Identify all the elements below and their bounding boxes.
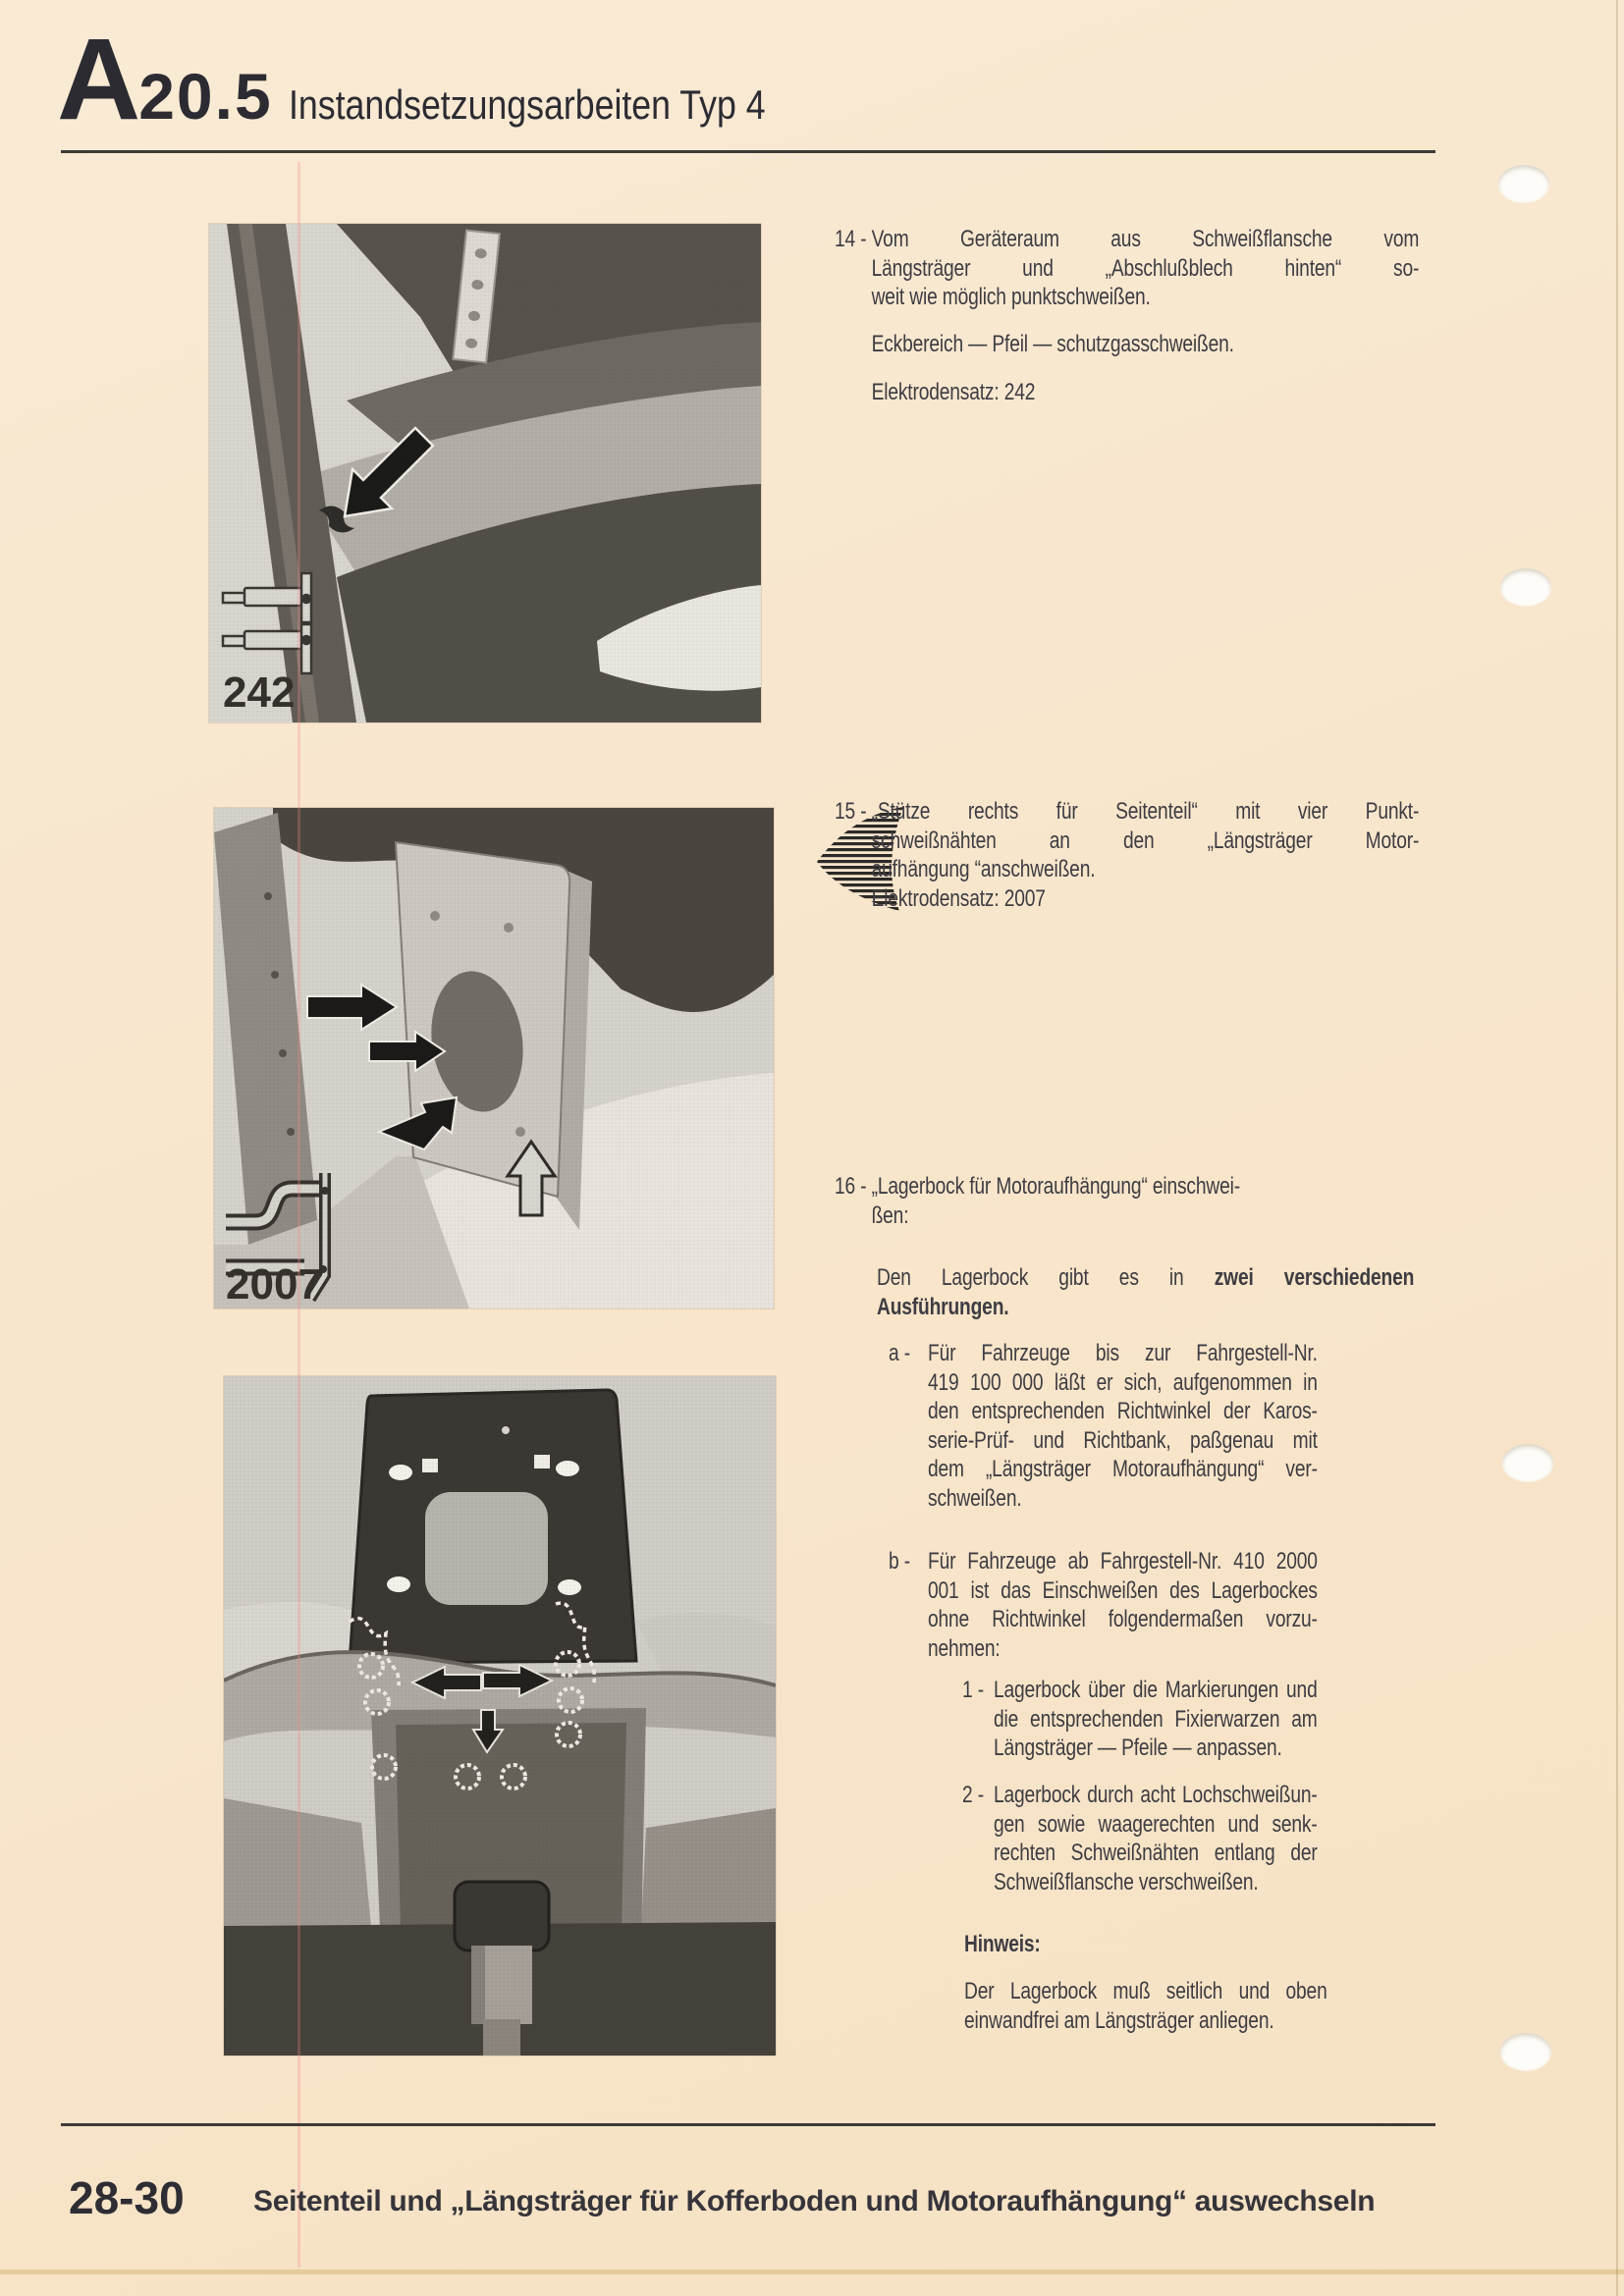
variant-label: b - [889, 1548, 910, 1575]
step-14-corner-note: Eckbereich — Pfeil — schutzgasschweißen. [871, 330, 1234, 357]
footer-title: Seitenteil und „Längsträger für Kofferboden und Motoraufhängung“ auswechseln [253, 2185, 1376, 2217]
intro-bold-text: zwei verschiedenen [1214, 1264, 1415, 1291]
note-text: Der Lagerbock muß seitlich und oben einwandfrei am Längsträger anliegen. [964, 1978, 1327, 2034]
variant-label: a - [889, 1340, 910, 1366]
variant-b [889, 1547, 1318, 1663]
step-14-paragraph: Vom Geräteraum aus Schweißflansche vom Längsträger und „Abschlußblech hinten“ so- weit wie möglich punktschweißen. [871, 226, 1420, 310]
substep-2-paragraph: Lagerbock durch acht Lochschweißun- gen sowie waagerechten und senk- rechten Schweißnähten entlang der Schweißflansche verschweißen. [994, 1782, 1318, 1896]
intro-text: Den Lagerbock gibt es in [877, 1264, 1215, 1291]
substep-1-paragraph: Lagerbock über die Markierungen und die entsprechenden Fixierwarzen am Längsträger — Pfeile — anpassen. [994, 1677, 1318, 1761]
page-title: Instandsetzungsarbeiten Typ 4 [288, 81, 766, 128]
note-heading: Hinweis: [964, 1931, 1041, 1957]
photo-weld-flange-illustration [209, 224, 761, 722]
step-16-intro [877, 1263, 1414, 1321]
punch-hole [1500, 568, 1551, 606]
page-edge-bottom [0, 2269, 1624, 2274]
step-number: 14 - [835, 226, 867, 252]
page-header [57, 15, 849, 144]
photo-weld-flange [209, 224, 761, 722]
punch-hole [1498, 165, 1549, 202]
section-letter: A [57, 15, 139, 144]
photo-bearing-bracket [224, 1376, 776, 2056]
variant-a-paragraph: Für Fahrzeuge bis zur Fahrgestell-Nr. 419 100 000 läßt er sich, aufgenommen in den entsprechenden Richtwinkel der Karos- serie-Prüf- und Richtbank, paßgenau mit dem „Längsträger Motoraufhängung“ ver- schweißen. [928, 1340, 1318, 1512]
step-number: 16 - [835, 1173, 867, 1200]
page-edge-right [1616, 0, 1618, 2296]
substep-1 [962, 1676, 1318, 1763]
step-14 [835, 225, 1419, 407]
substep-number: 1 - [962, 1677, 984, 1703]
registration-line [298, 162, 300, 2268]
step-16-paragraph: „Lagerbock für Motoraufhängung“ einschwei- ßen: [871, 1173, 1240, 1229]
intro-bold-text-2: Ausführungen. [877, 1293, 1009, 1320]
punch-hole [1502, 1444, 1553, 1481]
substep-number: 2 - [962, 1782, 984, 1808]
footer-rule [61, 2123, 1435, 2126]
variant-a [889, 1339, 1318, 1513]
substep-2 [962, 1781, 1318, 1896]
step-14-electrode-set: Elektrodensatz: 242 [871, 379, 1036, 405]
step-15-paragraph: „Stütze rechts für Seitenteil“ mit vier Punkt- schweißnähten an den „Längsträger Motor- aufhängung “anschweißen. Elektrodensatz: 2007 [871, 798, 1420, 912]
step-number: 15 - [835, 798, 867, 825]
step-15 [835, 797, 1419, 913]
photo-bearing-bracket-illustration [224, 1376, 776, 2056]
step-16 [835, 1172, 1419, 1230]
punch-hole [1500, 2033, 1551, 2070]
section-number: 20.5 [138, 60, 273, 133]
footer-page-number: 28-30 [69, 2172, 185, 2223]
header-rule [61, 150, 1435, 153]
variant-b-paragraph: Für Fahrzeuge ab Fahrgestell-Nr. 410 2000 001 ist das Einschweißen des Lagerbockes ohne Richtwinkel folgendermaßen vorzu- nehmen: [928, 1548, 1318, 1662]
